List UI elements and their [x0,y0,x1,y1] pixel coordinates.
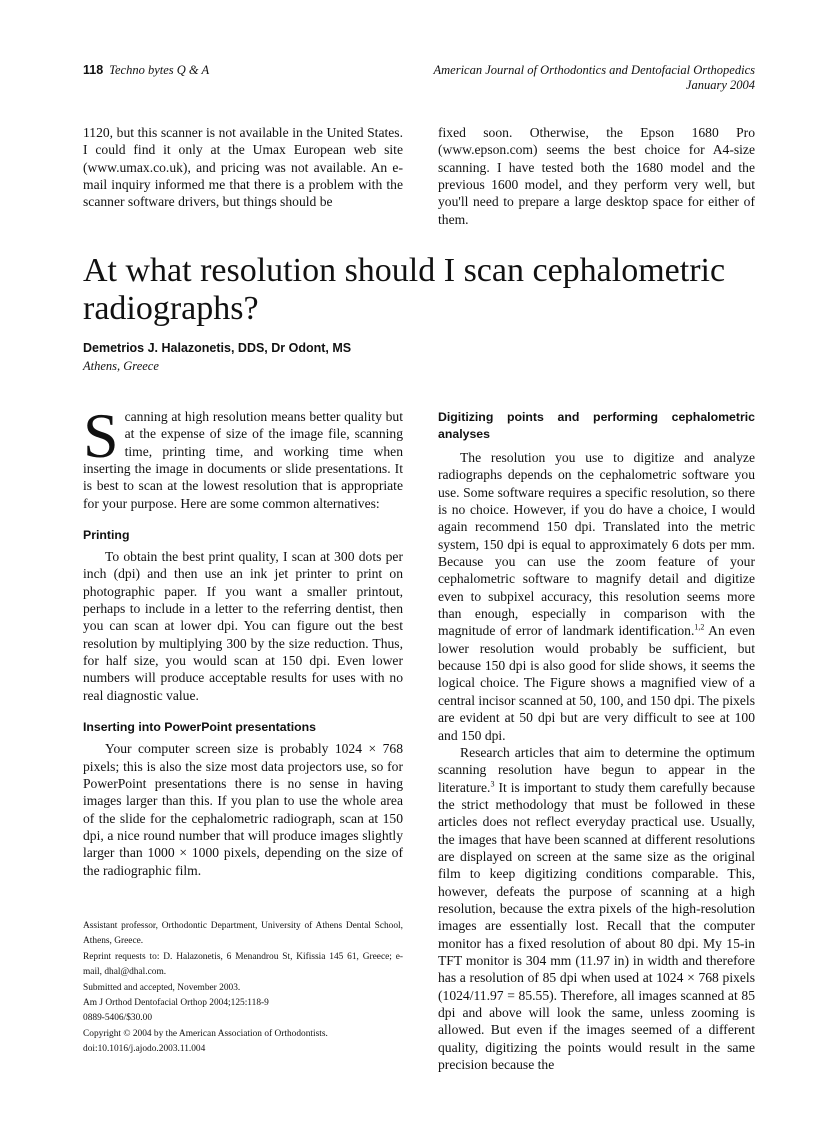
heading-digitizing: Digitizing points and performing cephalometric analyses [438,410,755,441]
author-location: Athens, Greece [83,359,159,373]
right-column [438,409,755,1073]
journal-name: American Journal of Orthodontics and Dentofacial Orthopedics [433,63,755,77]
heading-printing: Printing [83,528,130,543]
footnote-issn: 0889-5406/$30.00 [83,1013,153,1024]
continued-text-left: 1120, but this scanner is not available in the United States. I could find it only at the Umax European web site (www.umax.co.uk), and pricing was not available. An e-mail inquiry informed me that there is a problem with the scanner software drivers, but things should be [83,125,403,210]
running-header-right [434,63,756,93]
digitizing-paragraph: The resolution you use to digitize and analyze radiographs depends on the cephalometric software you use. Some software requires a specific resolution, so there is no choice. However, if you do have a choice, I would again recommend 150 dpi. Translated into the metric system, 150 dpi is equal to approximately 6 dots per mm. Because you can use the zoom feature of your cephalometric software to magnify detail and digitize even to subpixel accuracy, this resolution seems more than enough, especially in comparison with the magnitude of error of landmark identification.$^{1,2}$ An even lower resolution would probably be sufficient, but because 150 dpi is also good for slide shows, it seems the logical choice. The Figure shows a magnified view of a central incisor scanned at 50, 100, and 150 dpi. The pixels are evident at 50 dpi but are very difficult to see at 100 and 150 dpi. [438,450,755,743]
citation-ref: 1,2 [694,622,705,632]
footnote-submitted: Submitted and accepted, November 2003. [83,982,241,993]
printing-paragraph: To obtain the best print quality, I scan at 300 dots per inch (dpi) and then use an ink jet printer to print on photographic paper. If you want a smaller printout, perhaps to include in a letter to the referring dentist, then you can scan at lower dpi. You can figure out the best resolution by multiplying 300 by the size reduction. Thus, for half size, you would scan at 150 dpi. Even lower numbers will produce acceptable results for uses with no real diagnostic value. [83,549,403,703]
footnote-copyright: Copyright © 2004 by the American Association of Orthodontists. [83,1028,328,1039]
footnote-citation: Am J Orthod Dentofacial Orthop 2004;125:118-9 [83,998,269,1009]
running-header-left [83,63,209,78]
author: Demetrios J. Halazonetis, DDS, Dr Odont, MS [83,341,352,355]
footnote-reprint: Reprint requests to: D. Halazonetis, 6 Menandrou St, Kifissia 145 61, Greece; e-mail, dhal@dhal.com. [83,951,403,978]
footnote-doi: doi:10.1016/j.ajodo.2003.11.004 [83,1044,206,1055]
continued-text-right: fixed soon. Otherwise, the Epson 1680 Pro (www.epson.com) seems the best choice for A4-size scanning. I have tested both the 1680 model and the previous 1600 model, and they perform very well, but you'll need to prepare a large desktop space for either of them. [438,125,755,227]
powerpoint-paragraph: Your computer screen size is probably 1024 × 768 pixels; this is also the size most data projectors use, so for PowerPoint presentations there is no sense in having images larger than this. If you plan to use the whole area of the slide for the cephalometric radiograph, scan at 150 dpi, a nice round number that will produce images slightly larger than 1000 × 1000 pixels, depending on the size of the radiographic film. [83,741,403,878]
issue-date: January 2004 [685,78,755,92]
heading-powerpoint: Inserting into PowerPoint presentations [83,720,316,735]
citation-ref: 3 [490,779,495,788]
section-name: Techno bytes Q & A [109,63,210,77]
left-column [83,400,403,879]
drop-cap: S [83,400,119,471]
article-title: At what resolution should I scan cephalometric radiographs? [83,252,726,327]
research-paragraph: Research articles that aim to determine the optimum scanning resolution have begun to appear in the literature.$^3$ It is important to study them carefully because the strict methodology that must be followed in these articles does not reflect everyday practical use. Usually, the images that have been scanned at different resolutions are displayed on screen at the same size as the original film to keep digitizing conditions comparable. This, however, defeats the purpose of scanning at a high resolution, because the extra pixels of the high-resolution images are essentially lost. Recall that the computer monitor has a fixed resolution of about 80 dpi. My 15-in TFT monitor is 304 mm (11.97 in) in width and therefore has a resolution of 85 dpi when used at 1024 × 768 pixels (1024/11.97 = 85.55). Therefore, all images scanned at 85 dpi and above will look the same, unless zooming is allowed. But even if the images seemed of a different quality, digitizing the points would result in the same precision because the [438,744,755,1073]
footnote-affiliation: Assistant professor, Orthodontic Department, University of Athens Dental School, Athens, Greece. [83,921,403,947]
footnotes [83,919,403,1058]
intro-paragraph: Scanning at high resolution means better quality but at the expense of size of the image file, scanning time, printing time, and working time when inserting the image in documents or slide presentations. It is best to scan at the lowest resolution that is appropriate for your purpose. Here are some common alternatives: [83,400,403,511]
page-number: 118 [83,63,104,77]
